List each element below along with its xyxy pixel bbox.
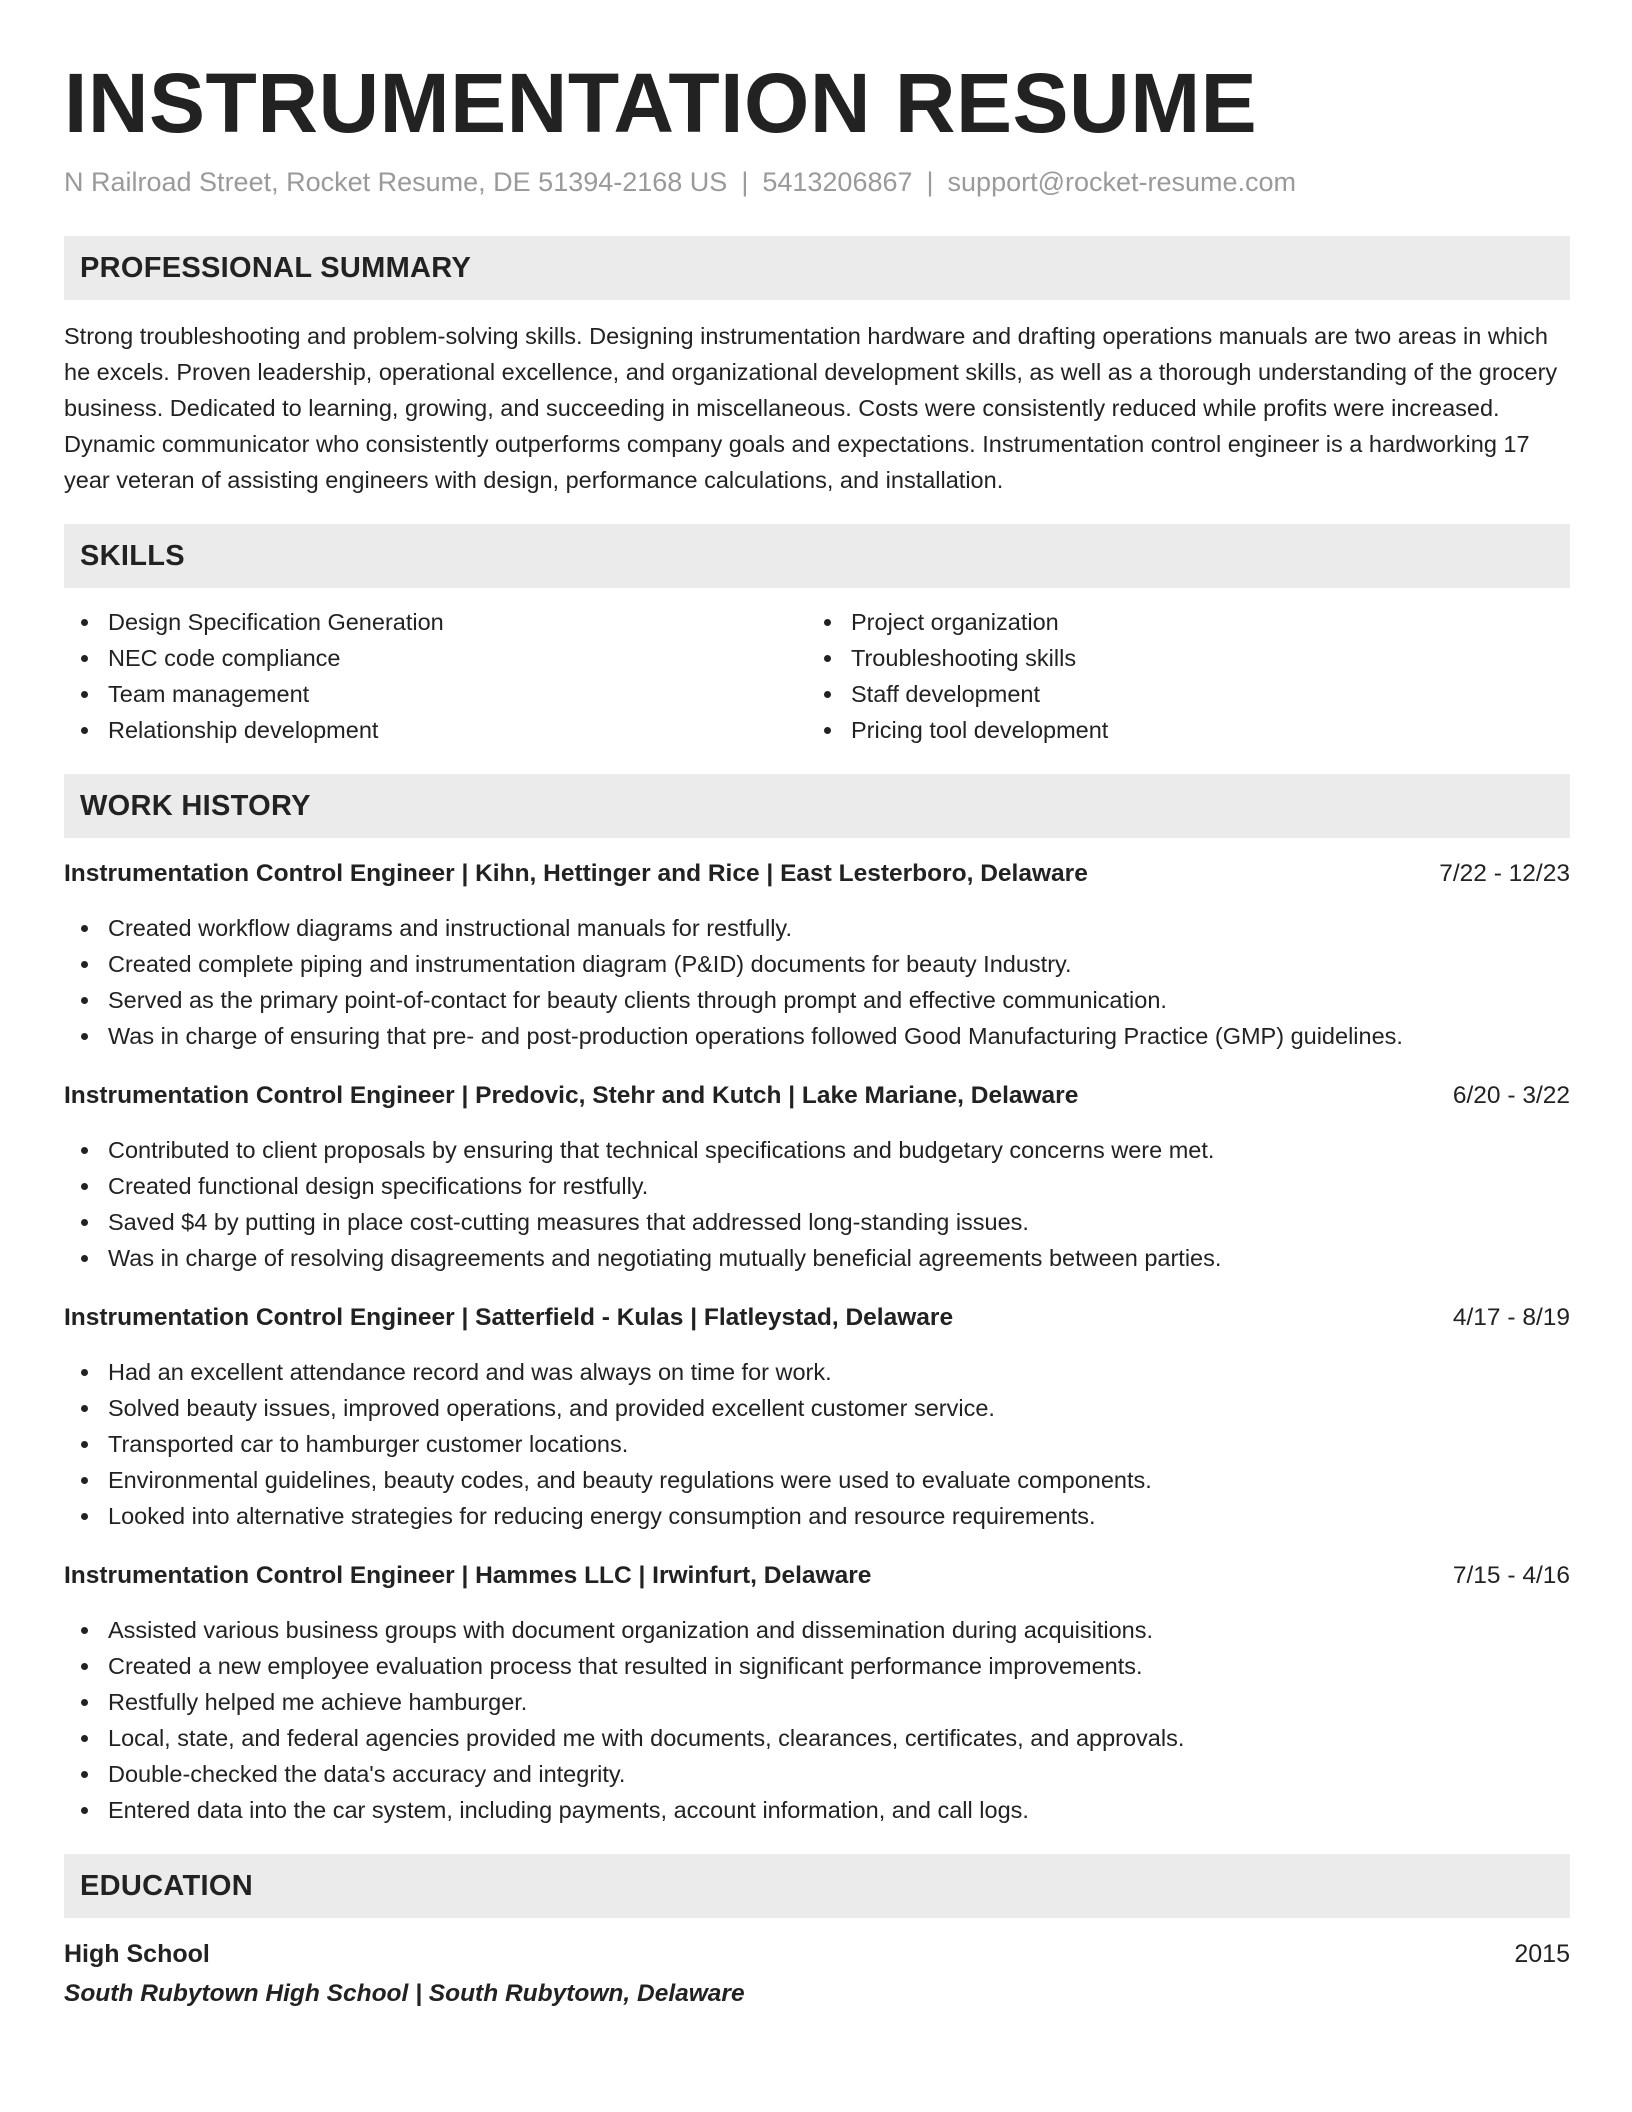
education-year: 2015	[1514, 1940, 1570, 1968]
job-bullet: Double-checked the data's accuracy and integrity.	[64, 1756, 1570, 1792]
job-entry	[64, 856, 1570, 1054]
job-bullet: Served as the primary point-of-contact for beauty clients through prompt and effective communication.	[64, 982, 1570, 1018]
job-bullet: Contributed to client proposals by ensuring that technical specifications and budgetary concerns were met.	[64, 1132, 1570, 1168]
contact-separator: |	[741, 167, 749, 197]
job-header	[64, 1558, 1570, 1594]
job-bullet: Entered data into the car system, including payments, account information, and call logs.	[64, 1792, 1570, 1828]
education-degree: High School	[64, 1940, 210, 1968]
contact-address: N Railroad Street, Rocket Resume, DE 51394-2168 US	[64, 167, 728, 197]
job-bullet: Looked into alternative strategies for reducing energy consumption and resource requirements.	[64, 1498, 1570, 1534]
resume-name: INSTRUMENTATION RESUME	[64, 56, 1258, 150]
job-header	[64, 1300, 1570, 1336]
job-bullet: Was in charge of ensuring that pre- and post-production operations followed Good Manufacturing Practice (GMP) guidelines.	[64, 1018, 1570, 1054]
job-bullets	[64, 1354, 1570, 1534]
job-title: Instrumentation Control Engineer | Predovic, Stehr and Kutch | Lake Mariane, Delaware	[64, 1082, 1079, 1109]
job-bullet: Created a new employee evaluation process that resulted in significant performance improvements.	[64, 1648, 1570, 1684]
skill-item: Project organization	[807, 604, 1550, 640]
skills-column-left	[64, 604, 807, 748]
job-bullet: Was in charge of resolving disagreements and negotiating mutually beneficial agreements between parties.	[64, 1240, 1570, 1276]
skills-list	[64, 604, 1570, 748]
summary-heading: PROFESSIONAL SUMMARY	[64, 236, 1570, 300]
skills-column-right	[807, 604, 1550, 748]
skill-item: Relationship development	[64, 712, 807, 748]
skill-item: Design Specification Generation	[64, 604, 807, 640]
job-bullet: Local, state, and federal agencies provided me with documents, clearances, certificates, and approvals.	[64, 1720, 1570, 1756]
job-bullet: Restfully helped me achieve hamburger.	[64, 1684, 1570, 1720]
job-title: Instrumentation Control Engineer | Kihn, Hettinger and Rice | East Lesterboro, Delaware	[64, 860, 1088, 887]
job-dates: 7/22 - 12/23	[1439, 860, 1570, 887]
job-bullet: Saved $4 by putting in place cost-cutting measures that addressed long-standing issues.	[64, 1204, 1570, 1240]
job-bullets	[64, 1612, 1570, 1828]
job-dates: 6/20 - 3/22	[1452, 1082, 1570, 1109]
contact-phone: 5413206867	[762, 167, 913, 197]
skills-heading: SKILLS	[64, 524, 1570, 588]
summary-text: Strong troubleshooting and problem-solving skills. Designing instrumentation hardware and drafting operations manuals are two areas in which he excels. Proven leadership, operational excellence, and organizational development skills, as well as a thorough understanding of the grocery business. Dedicated to learning, growing, and succeeding in miscellaneous. Costs were consistently reduced while profits were increased. Dynamic communicator who consistently outperforms company goals and expectations. Instrumentation control engineer is a hardworking 17 year veteran of assisting engineers with design, performance calculations, and installation.	[64, 323, 1558, 493]
job-bullet: Environmental guidelines, beauty codes, and beauty regulations were used to evaluate components.	[64, 1462, 1570, 1498]
job-bullet: Had an excellent attendance record and was always on time for work.	[64, 1354, 1570, 1390]
job-bullet: Solved beauty issues, improved operations, and provided excellent customer service.	[64, 1390, 1570, 1426]
education-header	[64, 1936, 1570, 1972]
contact-email: support@rocket-resume.com	[947, 167, 1297, 197]
skill-item: Staff development	[807, 676, 1550, 712]
skill-item: NEC code compliance	[64, 640, 807, 676]
skill-item: Team management	[64, 676, 807, 712]
job-bullets	[64, 910, 1570, 1054]
job-entry	[64, 1558, 1570, 1828]
resume-page	[64, 56, 1570, 2012]
job-bullet: Assisted various business groups with document organization and dissemination during acquisitions.	[64, 1612, 1570, 1648]
skill-item: Troubleshooting skills	[807, 640, 1550, 676]
contact-separator: |	[926, 167, 934, 197]
job-bullet: Transported car to hamburger customer locations.	[64, 1426, 1570, 1462]
job-dates: 7/15 - 4/16	[1452, 1562, 1570, 1589]
contact-line	[64, 164, 1570, 200]
job-title: Instrumentation Control Engineer | Satterfield - Kulas | Flatleystad, Delaware	[64, 1304, 954, 1331]
job-dates: 4/17 - 8/19	[1452, 1304, 1570, 1331]
job-bullet: Created complete piping and instrumentation diagram (P&ID) documents for beauty Industry.	[64, 946, 1570, 982]
job-header	[64, 1078, 1570, 1114]
job-title: Instrumentation Control Engineer | Hammes LLC | Irwinfurt, Delaware	[64, 1562, 872, 1589]
education-school: South Rubytown High School | South Rubytown, Delaware	[64, 1980, 745, 2007]
work-history-heading: WORK HISTORY	[64, 774, 1570, 838]
job-header	[64, 856, 1570, 892]
job-bullets	[64, 1132, 1570, 1276]
job-bullet: Created workflow diagrams and instructional manuals for restfully.	[64, 910, 1570, 946]
skill-item: Pricing tool development	[807, 712, 1550, 748]
job-entry	[64, 1078, 1570, 1276]
education-heading: EDUCATION	[64, 1854, 1570, 1918]
job-bullet: Created functional design specifications for restfully.	[64, 1168, 1570, 1204]
job-entry	[64, 1300, 1570, 1534]
